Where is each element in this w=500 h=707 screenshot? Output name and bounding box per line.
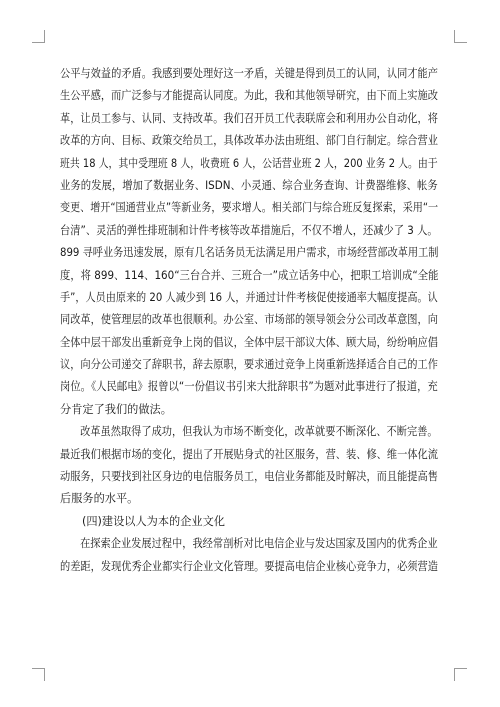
text-line: 议，向分公司递交了辞职书，辞去原职，要求通过竞争上岗重新选择适合自己的工作 bbox=[60, 358, 438, 372]
paragraph-first-line: 改革虽然取得了成功，但我认为市场不断变化，改革就要不断深化、不断完善。 bbox=[80, 425, 438, 439]
text-line: 最近我们根据市场的变化，提出了开展贴身式的社区服务，营、装、修、维一体化流 bbox=[60, 447, 438, 461]
paragraph-first-line: 在探索企业发展过程中，我经常剖析对比电信企业与发达国家及国内的优秀企业 bbox=[80, 537, 438, 551]
text-line: 班共 18 人，其中受理班 8 人，收费班 6 人，公话营业班 2 人，200 业务 2 人。由于 bbox=[60, 156, 438, 170]
document-body bbox=[60, 63, 438, 578]
text-line: 改革的方向、目标、政策交给员工，具体改革办法由班组、部门自行制定。综合营业 bbox=[60, 134, 438, 148]
text-line: 动服务，只要找到社区身边的电信服务员工，电信业务都能及时解决，而且能提高售 bbox=[60, 470, 438, 484]
crop-mark-top-right bbox=[454, 30, 467, 43]
crop-mark-bottom-left bbox=[32, 668, 45, 681]
text-line: 公平与效益的矛盾。我感到要处理好这一矛盾，关键是得到员工的认同，认同才能产 bbox=[60, 67, 438, 80]
text-line: 后服务的水平。 bbox=[60, 492, 139, 506]
text-line: 899 寻呼业务迅速发展，原有几名话务员无法满足用户需求，市场经营部改革用工制 bbox=[60, 246, 439, 260]
crop-mark-top-left bbox=[32, 30, 45, 43]
text-line: 生公平感，而广泛参与才能提高认同度。为此，我和其他领导研究，由下而上实施改 bbox=[60, 89, 438, 103]
text-line: 变更、增开“国通营业点”等新业务，要求增人。相关部门与综合班反复探索，采用“一 bbox=[60, 201, 439, 215]
text-line: 分肯定了我们的做法。 bbox=[60, 402, 172, 416]
text-line: 革，让员工参与、认同、支持改革。我们召开员工代表联席会和利用办公自动化，将 bbox=[60, 111, 438, 125]
text-line: 岗位。《人民邮电》报曾以“一份倡议书引来大批辞职书”为题对此事进行了报道，充 bbox=[60, 380, 438, 394]
text-line: 的差距，发现优秀企业都实行企业文化管理。要提高电信企业核心竞争力，必须营造 bbox=[60, 559, 438, 573]
text-line: 全体中层干部发出重新竞争上岗的倡议，全体中层干部议大体、顾大局，纷纷响应倡 bbox=[60, 335, 438, 349]
text-line: 度，将 899、114、160“三台合并、三班合一”成立话务中心，把职工培训成“全能 bbox=[60, 268, 439, 282]
text-line: 同改革，使管理层的改革也很顺利。办公室、市场部的领导领会分公司改革意图，向 bbox=[60, 313, 438, 327]
crop-mark-bottom-right bbox=[454, 668, 467, 681]
text-line: 手”，人员由原来的 20 人减少到 16 人，并通过计件考核促使接通率大幅度提高。认 bbox=[60, 290, 438, 304]
text-line: 业务的发展，增加了数据业务、ISDN、小灵通、综合业务查询、计费器维修、帐务 bbox=[60, 178, 438, 192]
text-line: 台清”、灵活的弹性排班制和计件考核等改革措施后，不仅不增人，还减少了 3 人。 bbox=[60, 223, 438, 237]
section-heading: (四)建设以人为本的企业文化 bbox=[82, 514, 225, 528]
